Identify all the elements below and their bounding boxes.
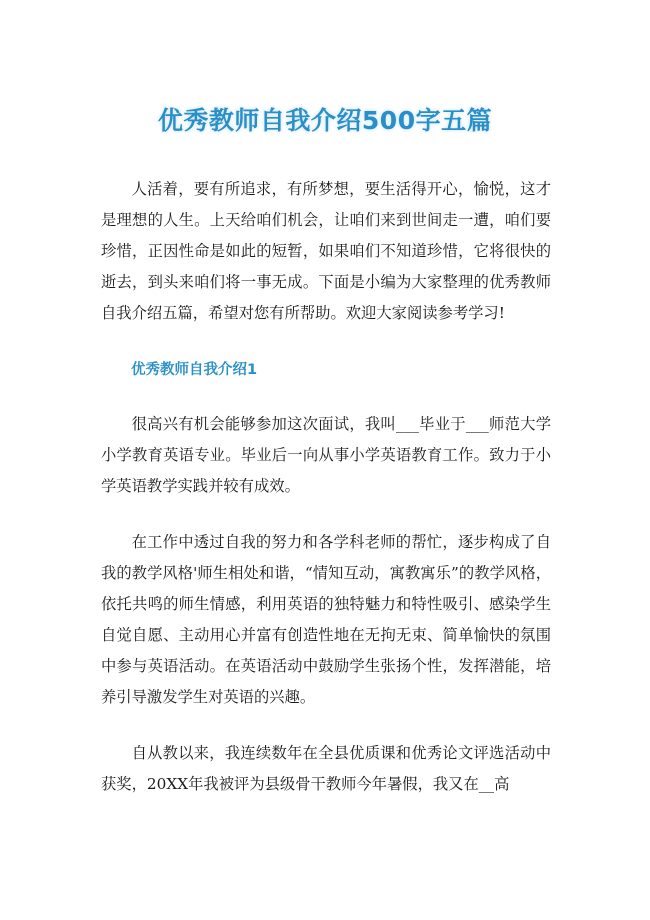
section-paragraph: 自从教以来，我连续数年在全县优质课和优秀论文评选活动中获奖，20XX年我被评为县级骨干教师今年暑假，我又在__高 [101,744,551,793]
intro-paragraph: 人活着，要有所追求，有所梦想，要生活得开心，愉悦，这才是理想的人生。上天给咱们机会，让咱们来到世间走一遭，咱们要珍惜，正因性命是如此的短暂，如果咱们不知道珍惜，它将很快的逝去，到头来咱们将一事无成。下面是小编为大家整理的优秀教师自我介绍五篇，希望对您有所帮助。欢迎大家阅读参考学习! [101,180,551,322]
section-paragraph: 在工作中透过自我的努力和各学科老师的帮忙，逐步构成了自我的教学风格'师生相处和谐，“情知互动，寓教寓乐”的教学风格，依托共鸣的师生情感，利用英语的独特魅力和特性吸引、感染学生自觉自愿、主动用心并富有创造性地在无拘无束、简单愉快的氛围中参与英语活动。在英语活动中鼓励学生张扬个性，发挥潜能，培养引导激发学生对英语的兴趣。 [101,533,551,706]
document-body [101,174,551,800]
document-title: 优秀教师自我介绍500字五篇 [157,105,493,135]
section-paragraph: 很高兴有机会能够参加这次面试，我叫___毕业于___师范大学小学教育英语专业。毕业后一向从事小学英语教育工作。致力于小学英语教学实践并较有成效。 [101,415,551,495]
section-heading: 优秀教师自我介绍1 [131,362,258,378]
